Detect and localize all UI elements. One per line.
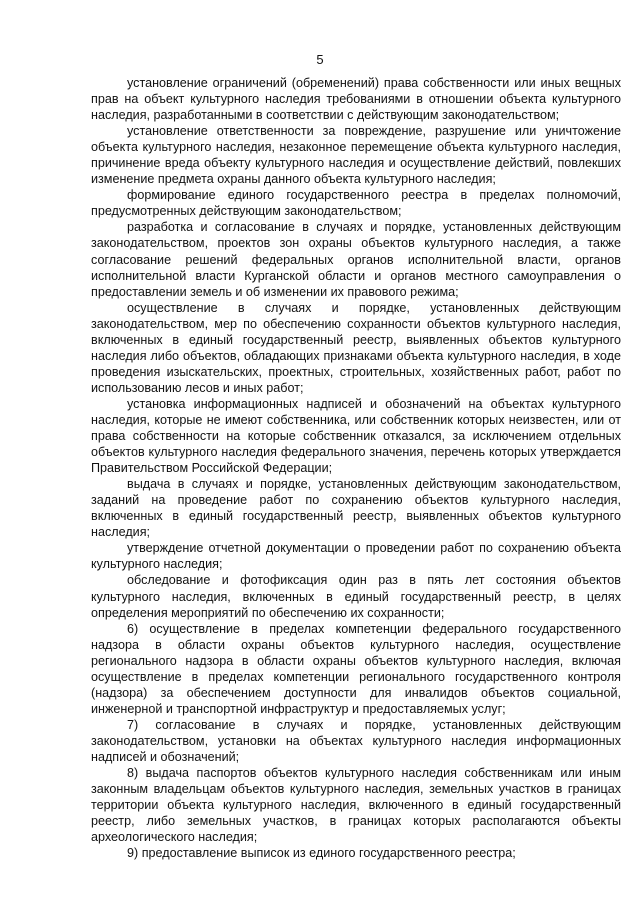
paragraph-item-7: 7) согласование в случаях и порядке, установленных действующим законодательством, установки на объектах культурного наследия информационных надписей и обозначений; xyxy=(91,717,621,764)
paragraph-responsibility: установление ответственности за повреждение, разрушение или уничтожение объекта культурного наследия, незаконное перемещение объекта культурного наследия, причинение вреда объекту культурного наследия и осуществление действий, повлекших изменение предмета охраны данного объекта культурного наследия; xyxy=(91,124,621,187)
paragraph-information-signs: установка информационных надписей и обозначений на объектах культурного наследия, которые не имеют собственника, или собственник которых неизвестен, или от права собственности на которые собственник отказался, за исключением отдельных объектов культурного наследия федерального значения, перечень которых утверждается Правительством Российской Федерации; xyxy=(91,396,621,476)
paragraph-item-8: 8) выдача паспортов объектов культурного наследия собственникам или иным законным владельцам объектов культурного наследия, земельных участков в границах территории объекта культурного наследия, включенного в единый государственный реестр, либо земельных участков, в границах которых располагаются объекты археологического наследия; xyxy=(91,766,621,845)
paragraph-work-assignments: выдача в случаях и порядке, установленных действующим законодательством, заданий на проведение работ по сохранению объектов культурного наследия, включенных в единый государственный реестр, выявленных объектов культурного наследия; xyxy=(91,477,621,540)
paragraph-item-9: 9) предоставление выписок из единого государственного реестра; xyxy=(127,846,516,861)
paragraph-restrictions: установление ограничений (обременений) права собственности или иных вещных прав на объект культурного наследия требованиями в отношении объекта культурного наследия, разработанными в соответствии с действующим законодательством; xyxy=(91,76,621,123)
paragraph-registry-formation: формирование единого государственного реестра в пределах полномочий, предусмотренных действующим законодательством; xyxy=(91,188,621,219)
paragraph-protection-zones: разработка и согласование в случаях и порядке, установленных действующим законодательством, проектов зон охраны объектов культурного наследия, а также согласование решений федеральных органов исполнительной власти, органов исполнительной власти Курганской области и органов местного самоуправления о предоставлении земель и об изменении их правового режима; xyxy=(91,220,621,299)
page-number: 5 xyxy=(316,52,324,67)
document-body xyxy=(91,75,621,861)
paragraph-preservation-measures: осуществление в случаях и порядке, установленных действующим законодательством, мер по обеспечению сохранности объектов культурного наследия, включенных в единый государственный реестр, выявленных объектов культурного наследия либо объектов, обладающих признаками объекта культурного наследия, в ходе проведения изыскательских, проектных, строительных, хозяйственных работ, работ по использованию лесов и иных работ; xyxy=(91,300,621,395)
paragraph-report-approval: утверждение отчетной документации о проведении работ по сохранению объекта культурного наследия; xyxy=(91,541,621,572)
paragraph-inspection: обследование и фотофиксация один раз в пять лет состояния объектов культурного наследия, включенных в единый государственный реестр, в целях определения мероприятий по обеспечению их сохранности; xyxy=(91,573,621,620)
paragraph-item-6: 6) осуществление в пределах компетенции федерального государственного надзора в области охраны объектов культурного наследия, осуществление регионального надзора в области охраны объектов культурного наследия, включая осуществление в пределах компетенции регионального государственного контроля (надзора) за обеспечением доступности для инвалидов объектов социальной, инженерной и транспортной инфраструктур и предоставляемых услуг; xyxy=(91,621,621,716)
